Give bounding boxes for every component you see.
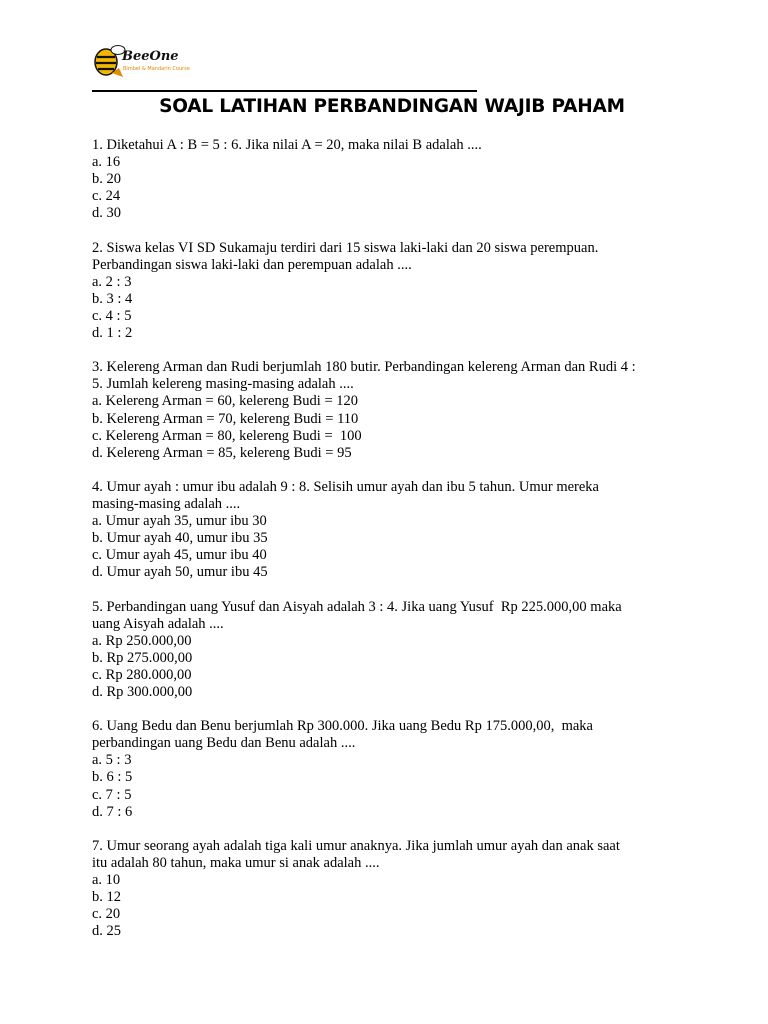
question-text: 2. Siswa kelas VI SD Sukamaju terdiri dari 15 siswa laki-laki dan 20 siswa perempuan.: [92, 239, 599, 256]
question-text: Perbandingan siswa laki-laki dan perempuan adalah ....: [92, 256, 412, 273]
answer-option: c. Rp 280.000,00: [92, 666, 192, 683]
question-text: 4. Umur ayah : umur ibu adalah 9 : 8. Selisih umur ayah dan ibu 5 tahun. Umur mereka: [92, 478, 599, 495]
question-2: [92, 240, 692, 343]
answer-option: c. Umur ayah 45, umur ibu 40: [92, 547, 267, 564]
bee-icon: [92, 40, 192, 84]
question-7: [92, 838, 692, 941]
page-title: SOAL LATIHAN PERBANDINGAN WAJIB PAHAM: [159, 96, 625, 117]
answer-option: b. 3 : 4: [92, 290, 133, 307]
answer-option: a. 2 : 3: [92, 273, 132, 290]
question-5: [92, 599, 692, 702]
answer-option: a. Rp 250.000,00: [92, 632, 192, 649]
answer-option: b. Kelereng Arman = 70, kelereng Budi = 110: [92, 410, 359, 427]
question-list: [92, 137, 692, 958]
question-text: 1. Diketahui A : B = 5 : 6. Jika nilai A = 20, maka nilai B adalah ....: [92, 137, 482, 153]
question-text: 3. Kelereng Arman dan Rudi berjumlah 180 butir. Perbandingan kelereng Arman dan Rudi 4 :: [92, 359, 636, 376]
question-text: perbandingan uang Bedu dan Benu adalah ....: [92, 735, 356, 752]
question-text: itu adalah 80 tahun, maka umur si anak adalah ....: [92, 854, 380, 871]
answer-option: c. 7 : 5: [92, 786, 132, 803]
answer-option: b. 20: [92, 171, 121, 188]
question-text: 5. Jumlah kelereng masing-masing adalah ....: [92, 376, 354, 393]
question-1: [92, 137, 692, 222]
svg-text:Bimbel & Mandarin Course: Bimbel & Mandarin Course: [123, 66, 190, 72]
answer-option: d. Kelereng Arman = 85, kelereng Budi = 95: [92, 444, 352, 461]
answer-option: b. 12: [92, 889, 121, 906]
question-3: [92, 359, 692, 462]
answer-option: b. Rp 275.000,00: [92, 649, 193, 666]
answer-option: d. 7 : 6: [92, 803, 133, 820]
answer-option: b. 6 : 5: [92, 769, 133, 786]
answer-option: a. Kelereng Arman = 60, kelereng Budi = 120: [92, 393, 359, 410]
answer-option: a. 5 : 3: [92, 752, 132, 769]
answer-option: d. 30: [92, 205, 121, 222]
question-text: 7. Umur seorang ayah adalah tiga kali umur anaknya. Jika jumlah umur ayah dan anak saat: [92, 837, 620, 854]
answer-option: d. 25: [92, 923, 121, 940]
question-text: masing-masing adalah ....: [92, 495, 241, 512]
svg-text:BeeOne: BeeOne: [122, 49, 179, 64]
answer-option: c. Kelereng Arman = 80, kelereng Budi = 100: [92, 427, 362, 444]
question-text: 6. Uang Bedu dan Benu berjumlah Rp 300.000. Jika uang Bedu Rp 175.000,00, maka: [92, 718, 593, 735]
answer-option: a. 16: [92, 154, 121, 171]
question-text: uang Aisyah adalah ....: [92, 615, 224, 632]
answer-option: d. 1 : 2: [92, 325, 133, 342]
answer-option: c. 20: [92, 906, 121, 923]
header-rule: [92, 90, 477, 92]
answer-option: b. Umur ayah 40, umur ibu 35: [92, 530, 268, 547]
question-4: [92, 479, 692, 582]
answer-option: d. Umur ayah 50, umur ibu 45: [92, 564, 268, 581]
answer-option: a. Umur ayah 35, umur ibu 30: [92, 513, 267, 530]
answer-option: c. 4 : 5: [92, 307, 132, 324]
question-6: [92, 718, 692, 821]
answer-option: a. 10: [92, 872, 121, 889]
answer-option: c. 24: [92, 188, 121, 205]
beeone-logo: [92, 40, 192, 84]
answer-option: d. Rp 300.000,00: [92, 684, 193, 700]
question-text: 5. Perbandingan uang Yusuf dan Aisyah adalah 3 : 4. Jika uang Yusuf Rp 225.000,00 maka: [92, 598, 622, 615]
